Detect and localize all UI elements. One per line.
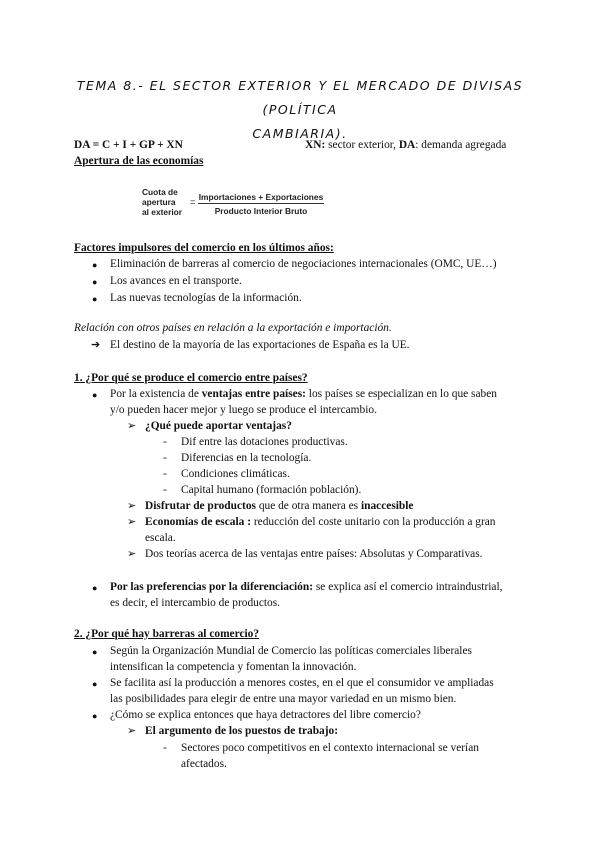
formula-fraction-bar bbox=[198, 203, 324, 204]
bullet1-bold: ventajas entre países: bbox=[201, 388, 306, 400]
section2-b3: ¿Cómo se explica entonces que haya detractores del libre comercio? bbox=[110, 709, 421, 721]
section2-b2-line1: Se facilita así la producción a menores costes, en el que el consumidor ve ampliadas bbox=[110, 677, 494, 689]
dash-icon: - bbox=[163, 742, 167, 754]
section2-dash-line2: afectados. bbox=[181, 758, 227, 770]
triangle-arrow-icon: ➢ bbox=[127, 516, 137, 528]
bullet-icon: ● bbox=[92, 679, 98, 689]
factores-item-2: Los avances en el transporte. bbox=[110, 275, 242, 287]
dash-item-4: Capital humano (formación población). bbox=[181, 484, 362, 496]
arrow-icon: ➔ bbox=[91, 339, 101, 351]
section1-bullet2-line1 bbox=[110, 581, 502, 593]
section1-bullet1-line2: y/o pueden hacer mejor y luego se produce el intercambio. bbox=[110, 404, 377, 416]
title-line-1: TEMA 8.- EL SECTOR EXTERIOR Y EL MERCADO DE DIVISAS (POLÍTICA bbox=[76, 78, 524, 117]
bullet-icon: ● bbox=[92, 260, 98, 270]
sub3-line1 bbox=[145, 516, 496, 528]
factores-item-3: Las nuevas tecnologías de la información. bbox=[110, 292, 302, 304]
section2-b1-line2: intensifican la competencia y fomentan la innovación. bbox=[110, 661, 357, 673]
bullet-icon: ● bbox=[92, 294, 98, 304]
bullet2-bold: Por las preferencias por la diferenciación: bbox=[110, 581, 314, 593]
xn-label: XN: bbox=[305, 139, 326, 151]
section1-bullet1-line1 bbox=[110, 388, 497, 400]
section1-heading: 1. ¿Por qué se produce el comercio entre países? bbox=[74, 372, 308, 384]
formula-left-term bbox=[142, 187, 182, 217]
equation-legend bbox=[305, 139, 506, 151]
formula-equals: = bbox=[190, 197, 196, 207]
sub3-rest: reducción del coste unitario con la producción a gran bbox=[251, 516, 496, 528]
formula-left-line-1: Cuota de bbox=[142, 187, 178, 197]
apertura-heading: Apertura de las economías bbox=[74, 155, 204, 167]
sub2 bbox=[145, 500, 413, 512]
equation-formula: DA = C + I + GP + XN bbox=[74, 139, 183, 151]
sub4: Dos teorías acerca de las ventajas entre países: Absolutas y Comparativas. bbox=[145, 548, 483, 560]
bullet-icon: ● bbox=[92, 277, 98, 287]
triangle-arrow-icon: ➢ bbox=[127, 500, 137, 512]
dash-icon: - bbox=[163, 436, 167, 448]
sub2-bold: Disfrutar de productos bbox=[145, 500, 256, 512]
apertura-formula bbox=[138, 185, 328, 223]
sub2-bold2: inaccesible bbox=[360, 500, 414, 512]
da-text: : demanda agregada bbox=[415, 139, 507, 151]
section2-heading: 2. ¿Por qué hay barreras al comercio? bbox=[74, 628, 260, 640]
sub1-heading: ¿Qué puede aportar ventajas? bbox=[145, 420, 292, 432]
title-line-2: CAMBIARIA). bbox=[252, 126, 348, 141]
section2-b2-line2: las posibilidades para elegir de entre una mayor variedad en un mismo bien. bbox=[110, 693, 457, 705]
bullet1-prefix: Por la existencia de bbox=[110, 388, 202, 400]
sub2-mid: que de otra manera es bbox=[255, 500, 361, 512]
bullet2-rest: se explica así el comercio intraindustrial, bbox=[313, 581, 503, 593]
da-label: DA bbox=[398, 139, 416, 151]
section2-b1-line1: Según la Organización Mundial de Comercio las políticas comerciales liberales bbox=[110, 645, 472, 657]
triangle-arrow-icon: ➢ bbox=[127, 548, 137, 560]
relacion-item: El destino de la mayoría de las exportaciones de España es la UE. bbox=[110, 339, 410, 351]
dash-icon: - bbox=[163, 452, 167, 464]
formula-denominator: Producto Interior Bruto bbox=[214, 206, 308, 216]
sub3-bold: Economías de escala : bbox=[145, 516, 251, 528]
dash-item-2: Diferencias en la tecnología. bbox=[181, 452, 312, 464]
formula-left-line-2: apertura bbox=[142, 197, 176, 207]
factores-item-1: Eliminación de barreras al comercio de negociaciones internacionales (OMC, UE…) bbox=[110, 258, 497, 270]
bullet1-rest: los países se especializan en lo que saben bbox=[305, 388, 497, 400]
bullet-icon: ● bbox=[92, 583, 98, 593]
dash-icon: - bbox=[163, 468, 167, 480]
triangle-arrow-icon: ➢ bbox=[127, 420, 137, 432]
relacion-heading: Relación con otros países en relación a la exportación e importación. bbox=[74, 322, 392, 334]
dash-icon: - bbox=[163, 484, 167, 496]
formula-numerator: Importaciones + Exportaciones bbox=[198, 192, 324, 202]
bullet-icon: ● bbox=[92, 647, 98, 657]
triangle-arrow-icon: ➢ bbox=[127, 725, 137, 737]
sub3-line2: escala. bbox=[145, 532, 176, 544]
formula-left-line-3: al exterior bbox=[142, 207, 183, 217]
bullet-icon: ● bbox=[92, 390, 98, 400]
factores-heading: Factores impulsores del comercio en los últimos años: bbox=[74, 242, 334, 254]
xn-text: sector exterior, bbox=[325, 139, 399, 151]
section2-dash-line1: Sectores poco competitivos en el contexto internacional se verían bbox=[181, 742, 479, 754]
dash-item-3: Condiciones climáticas. bbox=[181, 468, 290, 480]
section1-bullet2-line2: es decir, el intercambio de productos. bbox=[110, 597, 281, 609]
page-title bbox=[40, 74, 560, 146]
section2-sub-heading: El argumento de los puestos de trabajo: bbox=[145, 725, 339, 737]
bullet-icon: ● bbox=[92, 711, 98, 721]
dash-item-1: Dif entre las dotaciones productivas. bbox=[181, 436, 348, 448]
